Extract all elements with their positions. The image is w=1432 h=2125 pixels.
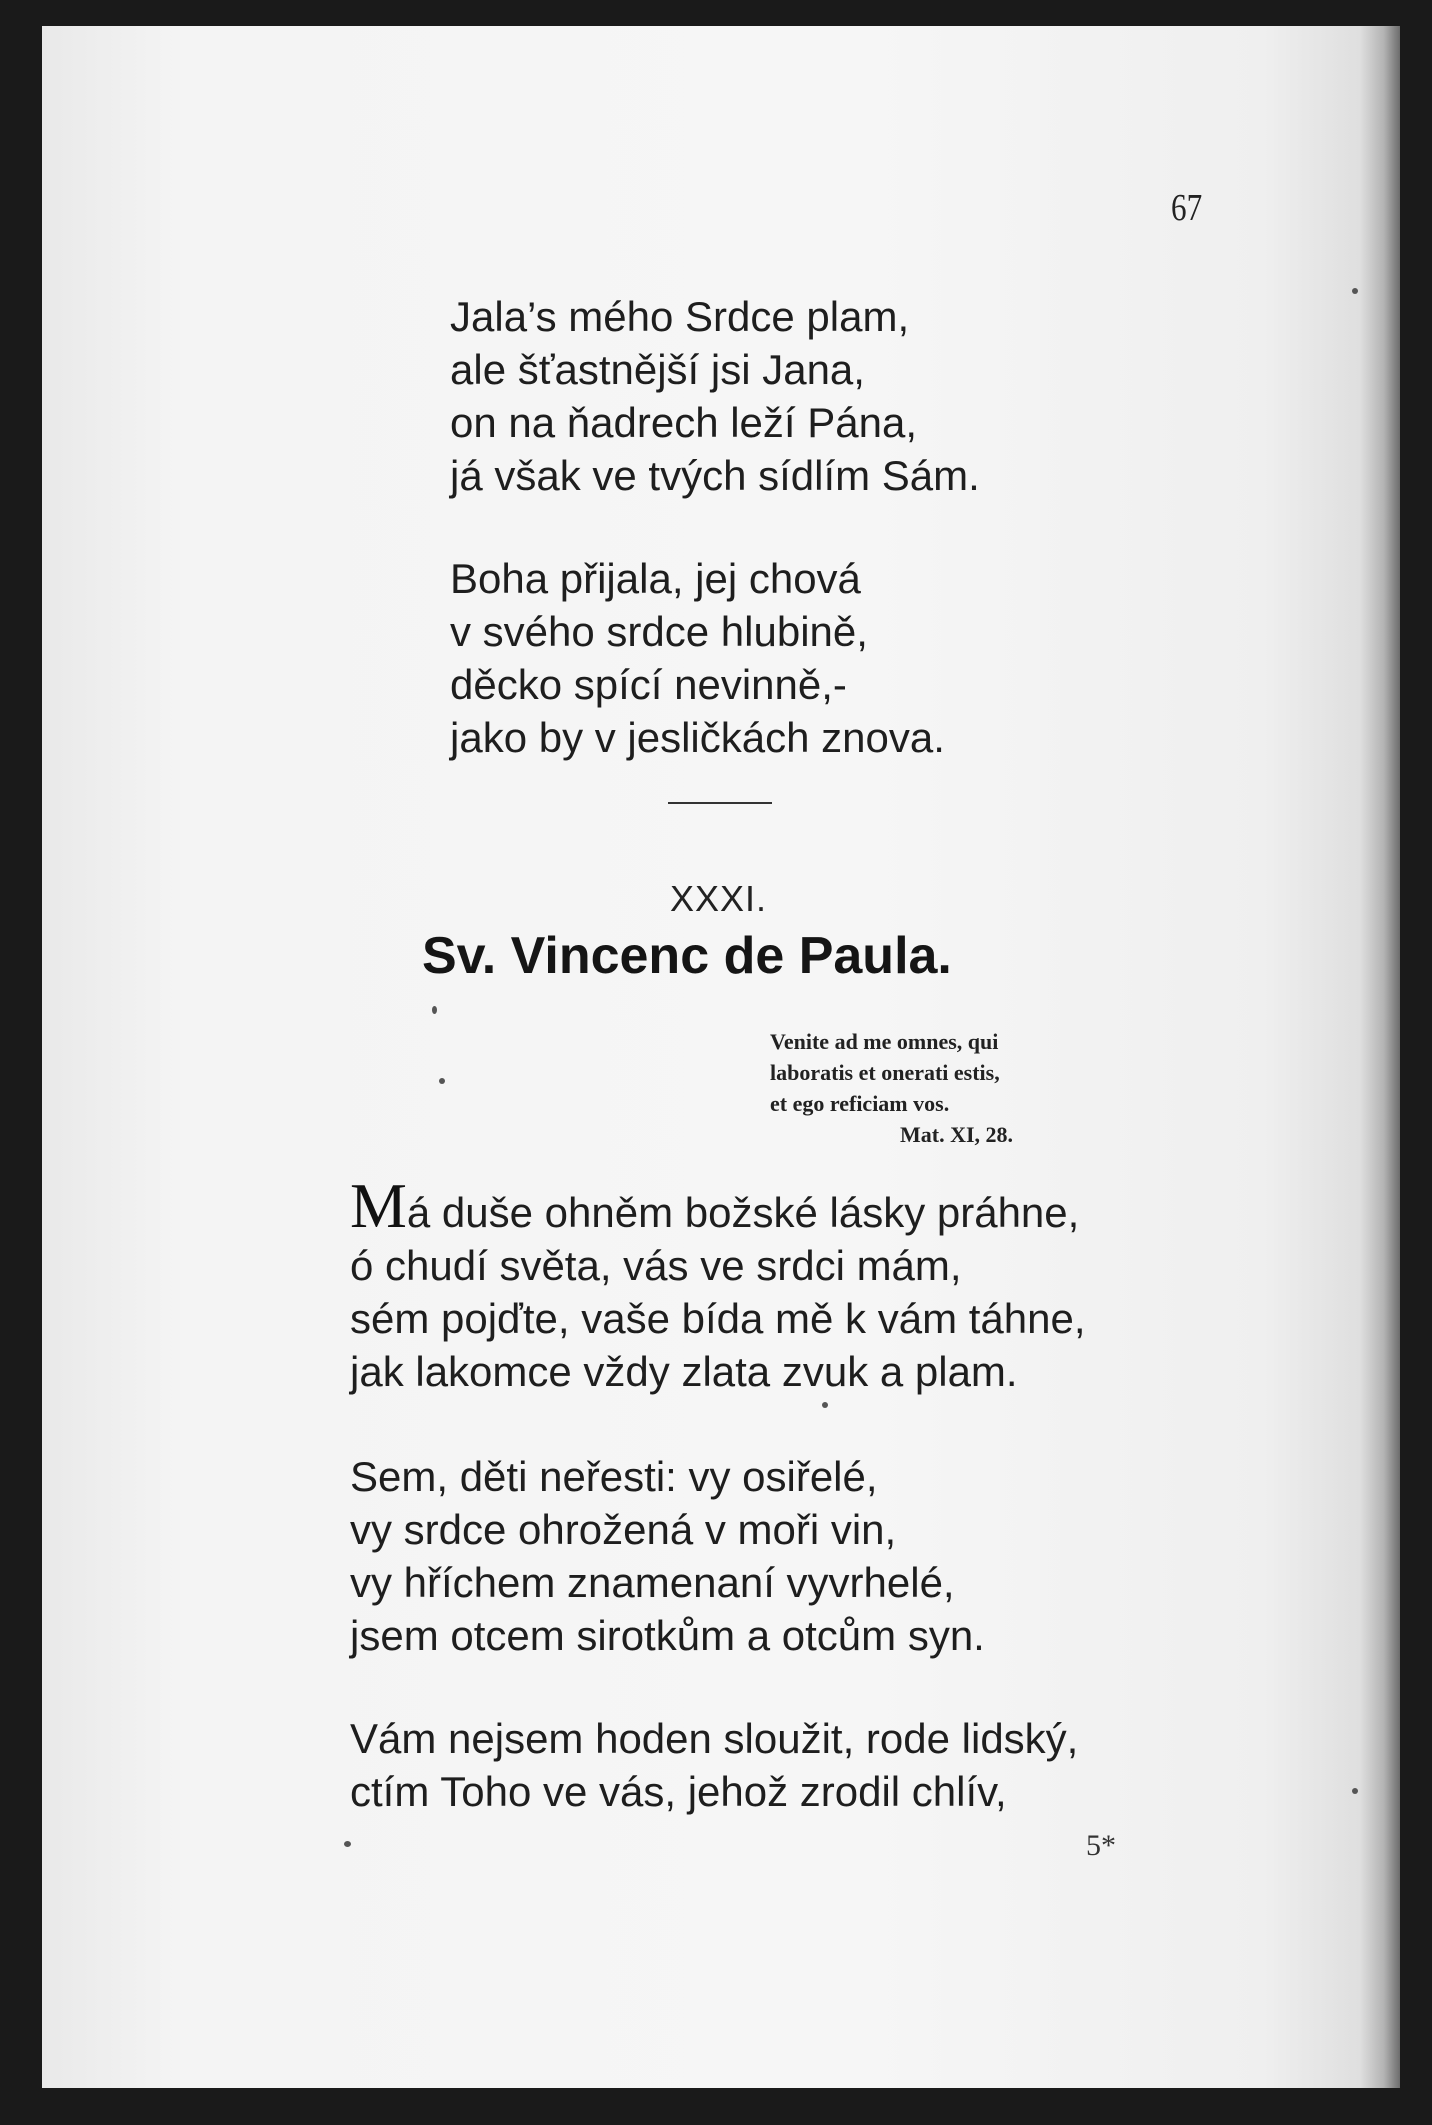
poem-line: ctím Toho ve vás, jehož zrodil chlív, (350, 1768, 1007, 1815)
signature-mark: 5* (1086, 1829, 1116, 1862)
stanza-2 (450, 552, 945, 764)
stanza-1 (450, 290, 980, 502)
epigraph-citation: Mat. XI, 28. (900, 1122, 1014, 1147)
section-numeral: XXXI. (670, 878, 768, 919)
dust-speck (344, 1841, 351, 1847)
stanza-3 (350, 1170, 1086, 1398)
stanza-4 (350, 1450, 985, 1662)
poem-line: jsem otcem sirotkům a otcům syn. (350, 1612, 985, 1659)
poem-line: vy hříchem znamenaní vyvrhelé, (350, 1559, 955, 1606)
epigraph-line: et ego reficiam vos. (770, 1091, 950, 1116)
poem-line: Vám nejsem hoden sloužit, rode lidský, (350, 1715, 1079, 1762)
poem-line: děcko spící nevinně,- (450, 661, 847, 708)
page-number: 67 (1171, 187, 1203, 229)
poem-line: já však ve tvých sídlím Sám. (450, 452, 980, 499)
section-divider (668, 802, 772, 804)
poem-line: sém pojďte, vaše bída mě k vám táhne, (350, 1295, 1086, 1342)
poem-line: vy srdce ohrožená v moři vin, (350, 1506, 897, 1553)
dust-speck (432, 1006, 437, 1014)
poem-line: v svého srdce hlubině, (450, 608, 868, 655)
poem-line: Sem, děti neřesti: vy osiřelé, (350, 1453, 878, 1500)
drop-cap: M (350, 1170, 407, 1241)
poem-line: on na ňadrech leží Pána, (450, 399, 918, 446)
poem-line: jako by v jesličkách znova. (450, 714, 945, 761)
epigraph-line: Venite ad me omnes, qui (770, 1029, 999, 1054)
dust-speck (439, 1078, 445, 1084)
poem-line: ó chudí světa, vás ve srdci mám, (350, 1242, 962, 1289)
poem-line: Boha přijala, jej chová (450, 555, 861, 602)
poem-line: Jala’s mého Srdce plam, (450, 293, 910, 340)
poem-line: jak lakomce vždy zlata zvuk a plam. (350, 1348, 1018, 1395)
poem-line: ale šťastnější jsi Jana, (450, 346, 865, 393)
epigraph (770, 1026, 1013, 1150)
poem-title: Sv. Vincenc de Paula. (422, 927, 952, 985)
dust-speck (1352, 288, 1358, 294)
book-page (42, 26, 1400, 2088)
stanza-5 (350, 1712, 1078, 1818)
page-edge-shadow (1360, 26, 1400, 2088)
first-line-text: á duše ohněm božské lásky práhne, (406, 1189, 1080, 1236)
dust-speck (1352, 1788, 1358, 1794)
dust-speck (822, 1402, 828, 1408)
poem-line-first (350, 1170, 1086, 1241)
epigraph-line: laboratis et onerati estis, (770, 1060, 1000, 1085)
